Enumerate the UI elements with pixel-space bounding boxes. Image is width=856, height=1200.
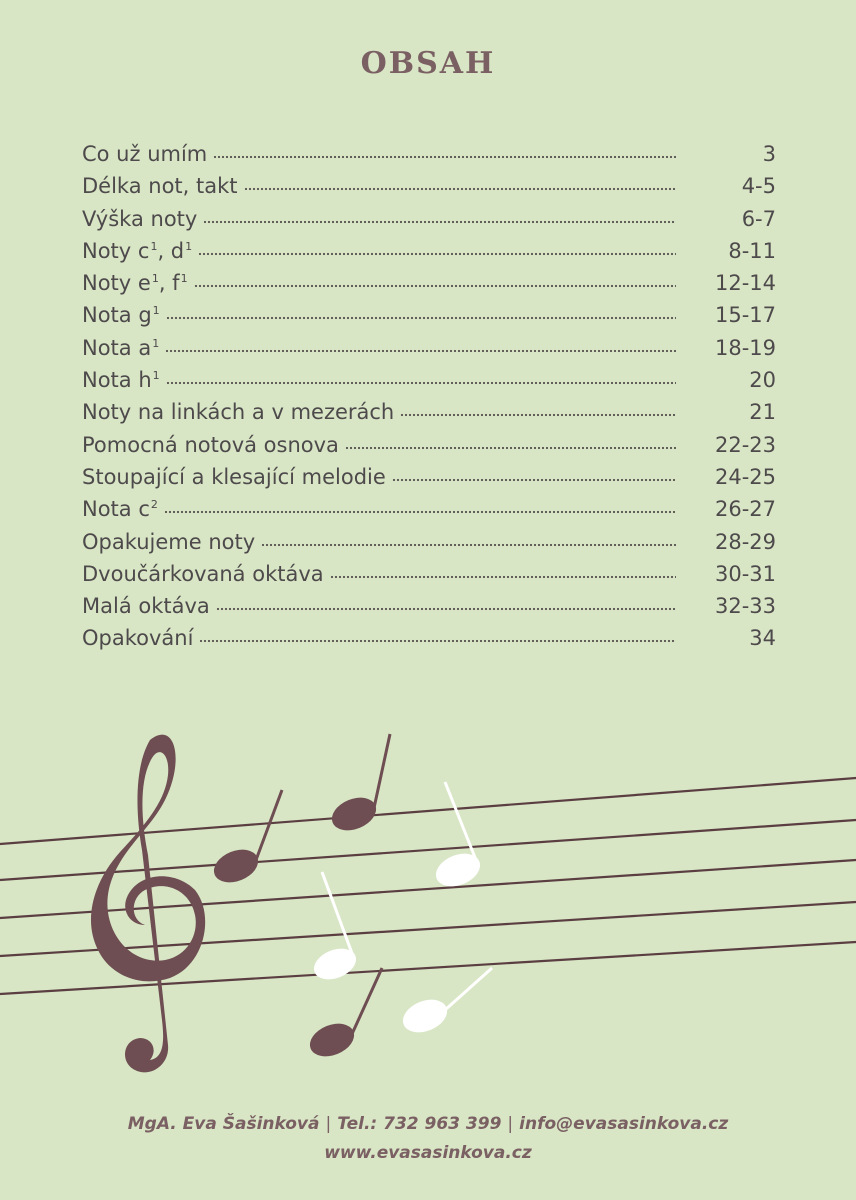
toc-entry-text: Nota g (82, 303, 152, 328)
toc-entry-text: , d (157, 238, 185, 263)
toc-entry-label (82, 239, 192, 263)
toc-entry-label (82, 336, 159, 360)
dark-note-2 (327, 734, 390, 837)
toc-entry-superscript: 1 (185, 239, 193, 253)
email-link[interactable]: info@evasasinkova.cz (519, 1114, 729, 1134)
separator: | (507, 1114, 514, 1134)
dot-leader (345, 445, 676, 451)
toc-entry-page: 15-17 (714, 303, 776, 328)
toc-entry (82, 594, 776, 626)
toc-entry-text: Délka not, takt (82, 174, 238, 199)
toc-entry-text: Noty e (82, 271, 151, 296)
toc-entry-text: Nota c (82, 497, 150, 522)
dot-leader (244, 186, 676, 192)
toc-entry-label (82, 594, 210, 618)
toc-entry-text: Malá oktáva (82, 594, 210, 619)
toc-entry-text: Pomocná notová osnova (82, 432, 339, 457)
toc-entry-page: 18-19 (714, 335, 776, 360)
toc-entry-text: , f (158, 271, 180, 296)
toc-entry-page: 8-11 (728, 238, 776, 263)
toc-entry-label (82, 562, 324, 586)
toc-entry-text: Dvoučárkovaná oktáva (82, 561, 324, 586)
toc-entry-label (82, 626, 193, 650)
toc-entry-label (82, 368, 160, 392)
toc-entry-page: 4-5 (741, 174, 776, 199)
toc-entry-page: 6-7 (741, 206, 776, 231)
toc-entry-superscript: 1 (152, 336, 160, 350)
toc-entry (82, 207, 776, 239)
footer-contact (0, 1114, 856, 1134)
dot-leader (330, 574, 676, 580)
toc-entry (82, 433, 776, 465)
toc-entry-page: 32-33 (714, 594, 776, 619)
dot-leader (203, 219, 676, 225)
dot-leader (194, 283, 676, 289)
toc-entry-text: Stoupající a klesající melodie (82, 464, 386, 489)
white-note-3 (398, 968, 492, 1039)
dot-leader (213, 154, 676, 160)
toc-entry-page: 21 (749, 400, 776, 425)
toc-entry-page: 24-25 (714, 464, 776, 489)
toc-entry-label (82, 400, 394, 424)
dot-leader (166, 315, 676, 321)
toc-entry-superscript: 1 (150, 239, 158, 253)
white-note-2 (309, 872, 360, 985)
toc-entry (82, 400, 776, 432)
dot-leader (216, 606, 676, 612)
treble-clef-icon (91, 735, 205, 1073)
dot-leader (166, 380, 676, 386)
toc-entry-page: 30-31 (714, 561, 776, 586)
dot-leader (164, 509, 676, 515)
toc-entry-page: 12-14 (714, 271, 776, 296)
toc-entry-text: Nota h (82, 368, 152, 393)
toc-entry-page: 22-23 (714, 432, 776, 457)
table-of-contents (82, 142, 776, 659)
music-staff-illustration (0, 720, 856, 1100)
toc-entry (82, 174, 776, 206)
toc-entry-page: 34 (749, 626, 776, 651)
dot-leader (400, 412, 676, 418)
toc-entry-superscript: 2 (150, 498, 158, 512)
toc-entry-label (82, 465, 386, 489)
toc-entry-superscript: 1 (180, 272, 188, 286)
toc-entry-text: Opakování (82, 626, 194, 651)
toc-entry-label (82, 433, 339, 457)
dot-leader (198, 251, 676, 257)
separator: | (325, 1114, 332, 1134)
toc-entry-superscript: 1 (152, 369, 160, 383)
author-name: MgA. Eva Šašinková (127, 1114, 320, 1134)
white-note-1 (431, 782, 485, 893)
toc-entry (82, 336, 776, 368)
toc-entry-page: 3 (762, 142, 776, 166)
toc-entry (82, 497, 776, 529)
toc-entry-superscript: 1 (152, 304, 160, 318)
toc-entry-label (82, 271, 188, 295)
toc-entry-text: Výška noty (82, 206, 198, 231)
toc-entry-label (82, 497, 158, 521)
page-title: OBSAH (360, 46, 496, 81)
dot-leader (165, 348, 676, 354)
toc-entry-page: 20 (749, 368, 776, 393)
website-link[interactable]: www.evasasinkova.cz (324, 1143, 532, 1163)
toc-entry (82, 368, 776, 400)
toc-entry-label (82, 303, 160, 327)
toc-entry (82, 271, 776, 303)
toc-entry-label (82, 530, 255, 554)
toc-entry (82, 562, 776, 594)
toc-entry-text: Nota a (82, 335, 152, 360)
toc-entry-text: Opakujeme noty (82, 529, 256, 554)
toc-entry-text: Noty c (82, 238, 150, 263)
toc-entry (82, 142, 776, 174)
toc-entry (82, 530, 776, 562)
toc-entry-text: Co už umím (82, 142, 208, 166)
phone-number: Tel.: 732 963 399 (337, 1114, 502, 1134)
toc-entry-superscript: 1 (151, 272, 159, 286)
dark-note-3 (305, 968, 382, 1063)
toc-entry-page: 26-27 (714, 497, 776, 522)
toc-entry (82, 465, 776, 497)
toc-entry-label (82, 207, 197, 231)
toc-entry-page: 28-29 (714, 529, 776, 554)
dot-leader (392, 477, 676, 483)
dot-leader (199, 638, 676, 644)
toc-entry (82, 239, 776, 271)
toc-entry-label (82, 174, 238, 198)
dot-leader (261, 542, 676, 548)
toc-entry-text: Noty na linkách a v mezerách (82, 400, 395, 425)
dark-note-1 (209, 790, 282, 889)
toc-entry-label (82, 142, 207, 166)
toc-entry (82, 303, 776, 335)
toc-entry (82, 626, 776, 658)
